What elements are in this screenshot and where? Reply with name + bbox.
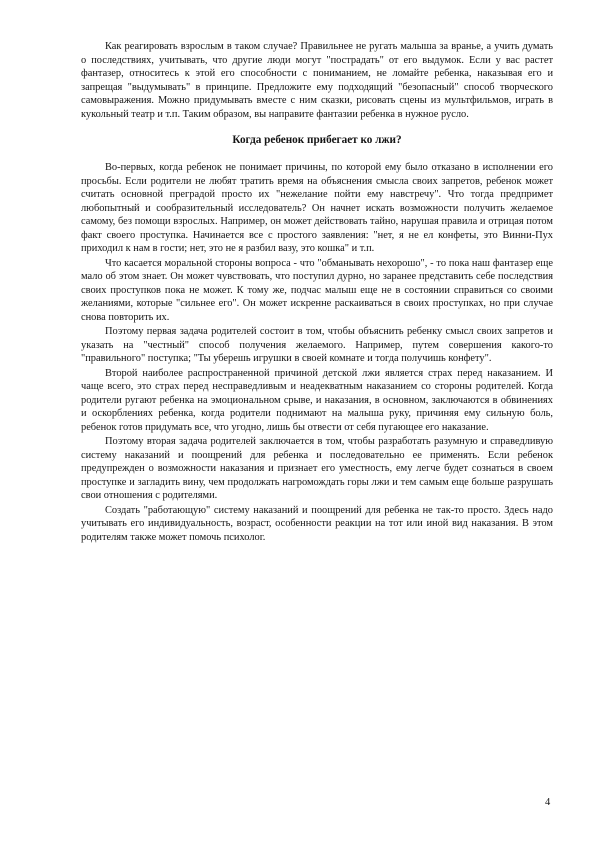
- body-paragraph-4: Второй наиболее распространенной причиной детской лжи является страх перед наказанием. И чаще всего, это страх перед несправедливым и неадекватным наказанием со стороны родителей. Когда родители ругают ребенка на эмоциональном срыве, и наказания, в основном, заключаются в обвинениях и оскорблениях ребенка, когда родители поднимают на малыша руку, причиняя ему сильную боль, ребенок готов придумать все, что угодно, лишь бы отвести от себя пугающее его наказание.: [81, 367, 553, 433]
- page-body: [81, 40, 553, 544]
- intro-paragraph: Как реагировать взрослым в таком случае? Правильнее не ругать малыша за вранье, а учить думать о последствиях, учитывать, что другие люди могут "пострадать" от его выдумок. Если у вас растет фантазер, относитесь к этой его способности с пониманием, не ломайте ребенка, наказывая его и запрещая "выдумывать" в принципе. Предложите ему подходящий "безопасный" способ творческого самовыражения. Можно придумывать вместе с ним сказки, рисовать сцены из мультфильмов, играть в кукольный театр и т.п. Таким образом, вы направите фантазии ребенка в нужное русло.: [81, 41, 553, 120]
- body-paragraph-2: Что касается моральной стороны вопроса - что "обманывать нехорошо", - то пока наш фантазер еще мало об этом знает. Он может чувствовать, что поступил дурно, но заранее представить себе последствия своих проступков пока не может. К тому же, подчас малыш еще не в состоянии справиться со своими желаниями, которые "сильнее его". Он может искренне раскаиваться в своих проступках, но при случае снова повторить их.: [81, 257, 553, 323]
- body-paragraph-6: Создать "работающую" систему наказаний и поощрений для ребенка не так-то просто. Здесь надо учитывать его индивидуальность, возраст, особенности реакции на тот или иной вид наказания. В этом родителям также может помочь психолог.: [81, 504, 553, 543]
- section-heading: Когда ребенок прибегает ко лжи?: [232, 134, 402, 146]
- body-paragraph-3: Поэтому первая задача родителей состоит в том, чтобы объяснить ребенку смысл своих запретов и указать на "честный" способ получения желаемого. Например, путем совершения какого-то "правильного" поступка; "Ты уберешь игрушки в своей комнате и тогда получишь конфету".: [81, 326, 553, 364]
- body-paragraph-5: Поэтому вторая задача родителей заключается в том, чтобы разработать разумную и справедливую систему наказаний и поощрений для ребенка и последовательно ее применять. Если ребенок предупрежден о возможности наказания и признает его уместность, ему легче будет сознаться в своем проступке и загладить вину, чем продолжать нагромождать горы лжи и тем самым еще больше разрушать свои отношения с родителями.: [81, 436, 553, 501]
- page-number: 4: [545, 797, 551, 808]
- body-paragraph-1: Во-первых, когда ребенок не понимает причины, по которой ему было отказано в исполнении его просьбы. Если родители не любят тратить время на объяснения смысла своих запретов, ребенок может считать основной преградой просто их "нежелание пойти ему навстречу". Что тогда предпримет любопытный и сообразительный исследователь? Он начнет искать возможности получить желаемое самому, без помощи взрослых. Например, он может действовать тайно, нарушая правила и отрицая потом факт своего проступка. Начинается все с простого заявления: "нет, я не ел конфеты, это Винни-Пух приходил к нам в гости; нет, это не я разбил вазу, это кошка" и т.п.: [81, 162, 553, 254]
